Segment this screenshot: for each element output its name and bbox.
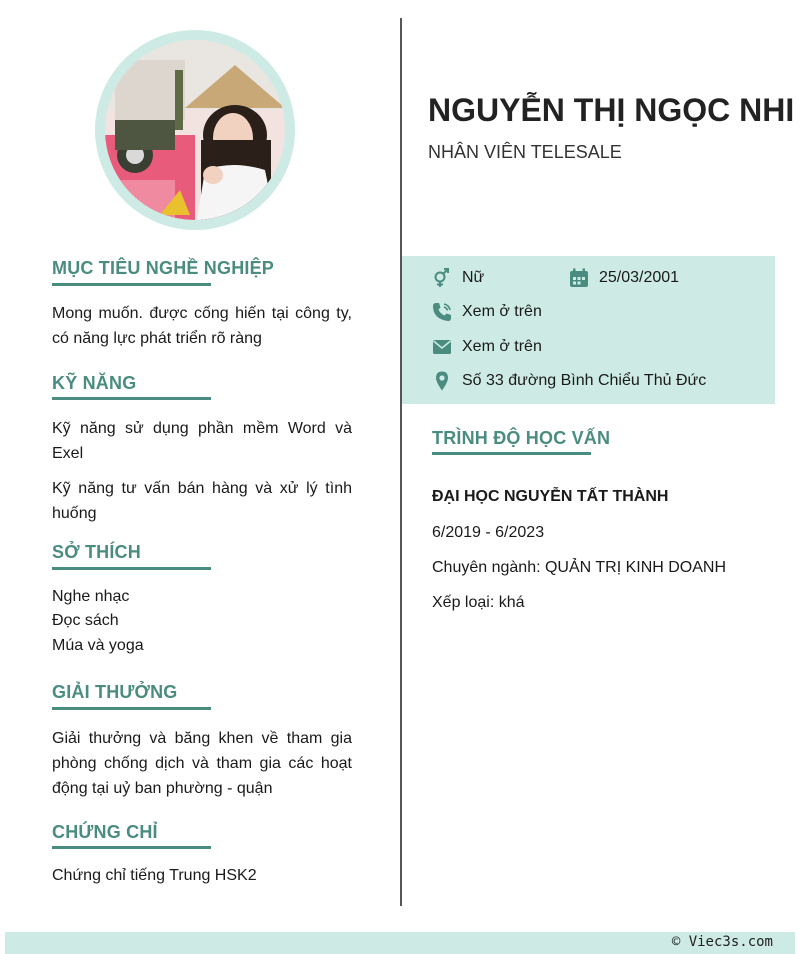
hobbies-title-underline [52, 567, 211, 570]
gender-icon [432, 268, 452, 288]
education-title: TRÌNH ĐỘ HỌC VẤN [432, 428, 611, 448]
profile-photo [105, 40, 285, 220]
phone-row [432, 302, 542, 322]
grade: Xếp loại: khá [432, 594, 525, 611]
candidate-name: NGUYỄN THỊ NGỌC NHI [428, 92, 795, 128]
hobby-item: Múa và yoga [52, 637, 144, 654]
certificates-title: CHỨNG CHỈ [52, 822, 158, 842]
objective-title-underline [52, 283, 211, 286]
major: Chuyên ngành: QUẢN TRỊ KINH DOANH [432, 559, 727, 576]
hobby-item: Nghe nhạc [52, 588, 130, 605]
study-period: 6/2019 - 6/2023 [432, 524, 545, 541]
hobby-item: Đọc sách [52, 612, 119, 629]
birthdate-row [569, 268, 679, 288]
address-row [432, 371, 706, 391]
copyright-text: © Viec3s.com [671, 934, 773, 950]
job-title: NHÂN VIÊN TELESALE [428, 142, 622, 162]
address-value: Số 33 đường Bình Chiểu Thủ Đức [462, 372, 707, 389]
awards-title: GIẢI THƯỞNG [52, 682, 178, 702]
education-title-underline [432, 452, 591, 455]
email-value: Xem ở trên [462, 338, 542, 355]
envelope-icon [432, 337, 452, 357]
email-row [432, 337, 542, 357]
birthdate-value: 25/03/2001 [599, 269, 680, 286]
map-pin-icon [432, 371, 452, 391]
objective-title: MỤC TIÊU NGHỀ NGHIỆP [52, 258, 275, 278]
skill-item: Kỹ năng sử dụng phần mềm Word và Exel [52, 420, 352, 462]
column-divider [400, 18, 402, 906]
gender-value: Nữ [462, 269, 485, 286]
certificate-text: Chứng chỉ tiếng Trung HSK2 [52, 867, 257, 884]
gender-row [432, 268, 484, 288]
hobbies-title: SỞ THÍCH [52, 542, 141, 562]
footer-bar [5, 932, 795, 954]
phone-icon [432, 302, 452, 322]
skills-title-underline [52, 397, 211, 400]
objective-text: Mong muốn. được cống hiến tại công ty, có năng lực phát triển rõ ràng [52, 305, 352, 347]
certificates-title-underline [52, 846, 211, 849]
awards-title-underline [52, 707, 211, 710]
calendar-icon [569, 268, 589, 288]
awards-text: Giải thưởng và băng khen về tham gia phòng chống dịch và tham gia các hoạt động tại uỷ ban phường - quận [52, 730, 352, 797]
avatar [95, 30, 295, 230]
skill-item: Kỹ năng tư vấn bán hàng và xử lý tình huống [52, 480, 352, 522]
school-name: ĐẠI HỌC NGUYỄN TẤT THÀNH [432, 488, 669, 505]
phone-value: Xem ở trên [462, 303, 542, 320]
skills-title: KỸ NĂNG [52, 373, 137, 393]
